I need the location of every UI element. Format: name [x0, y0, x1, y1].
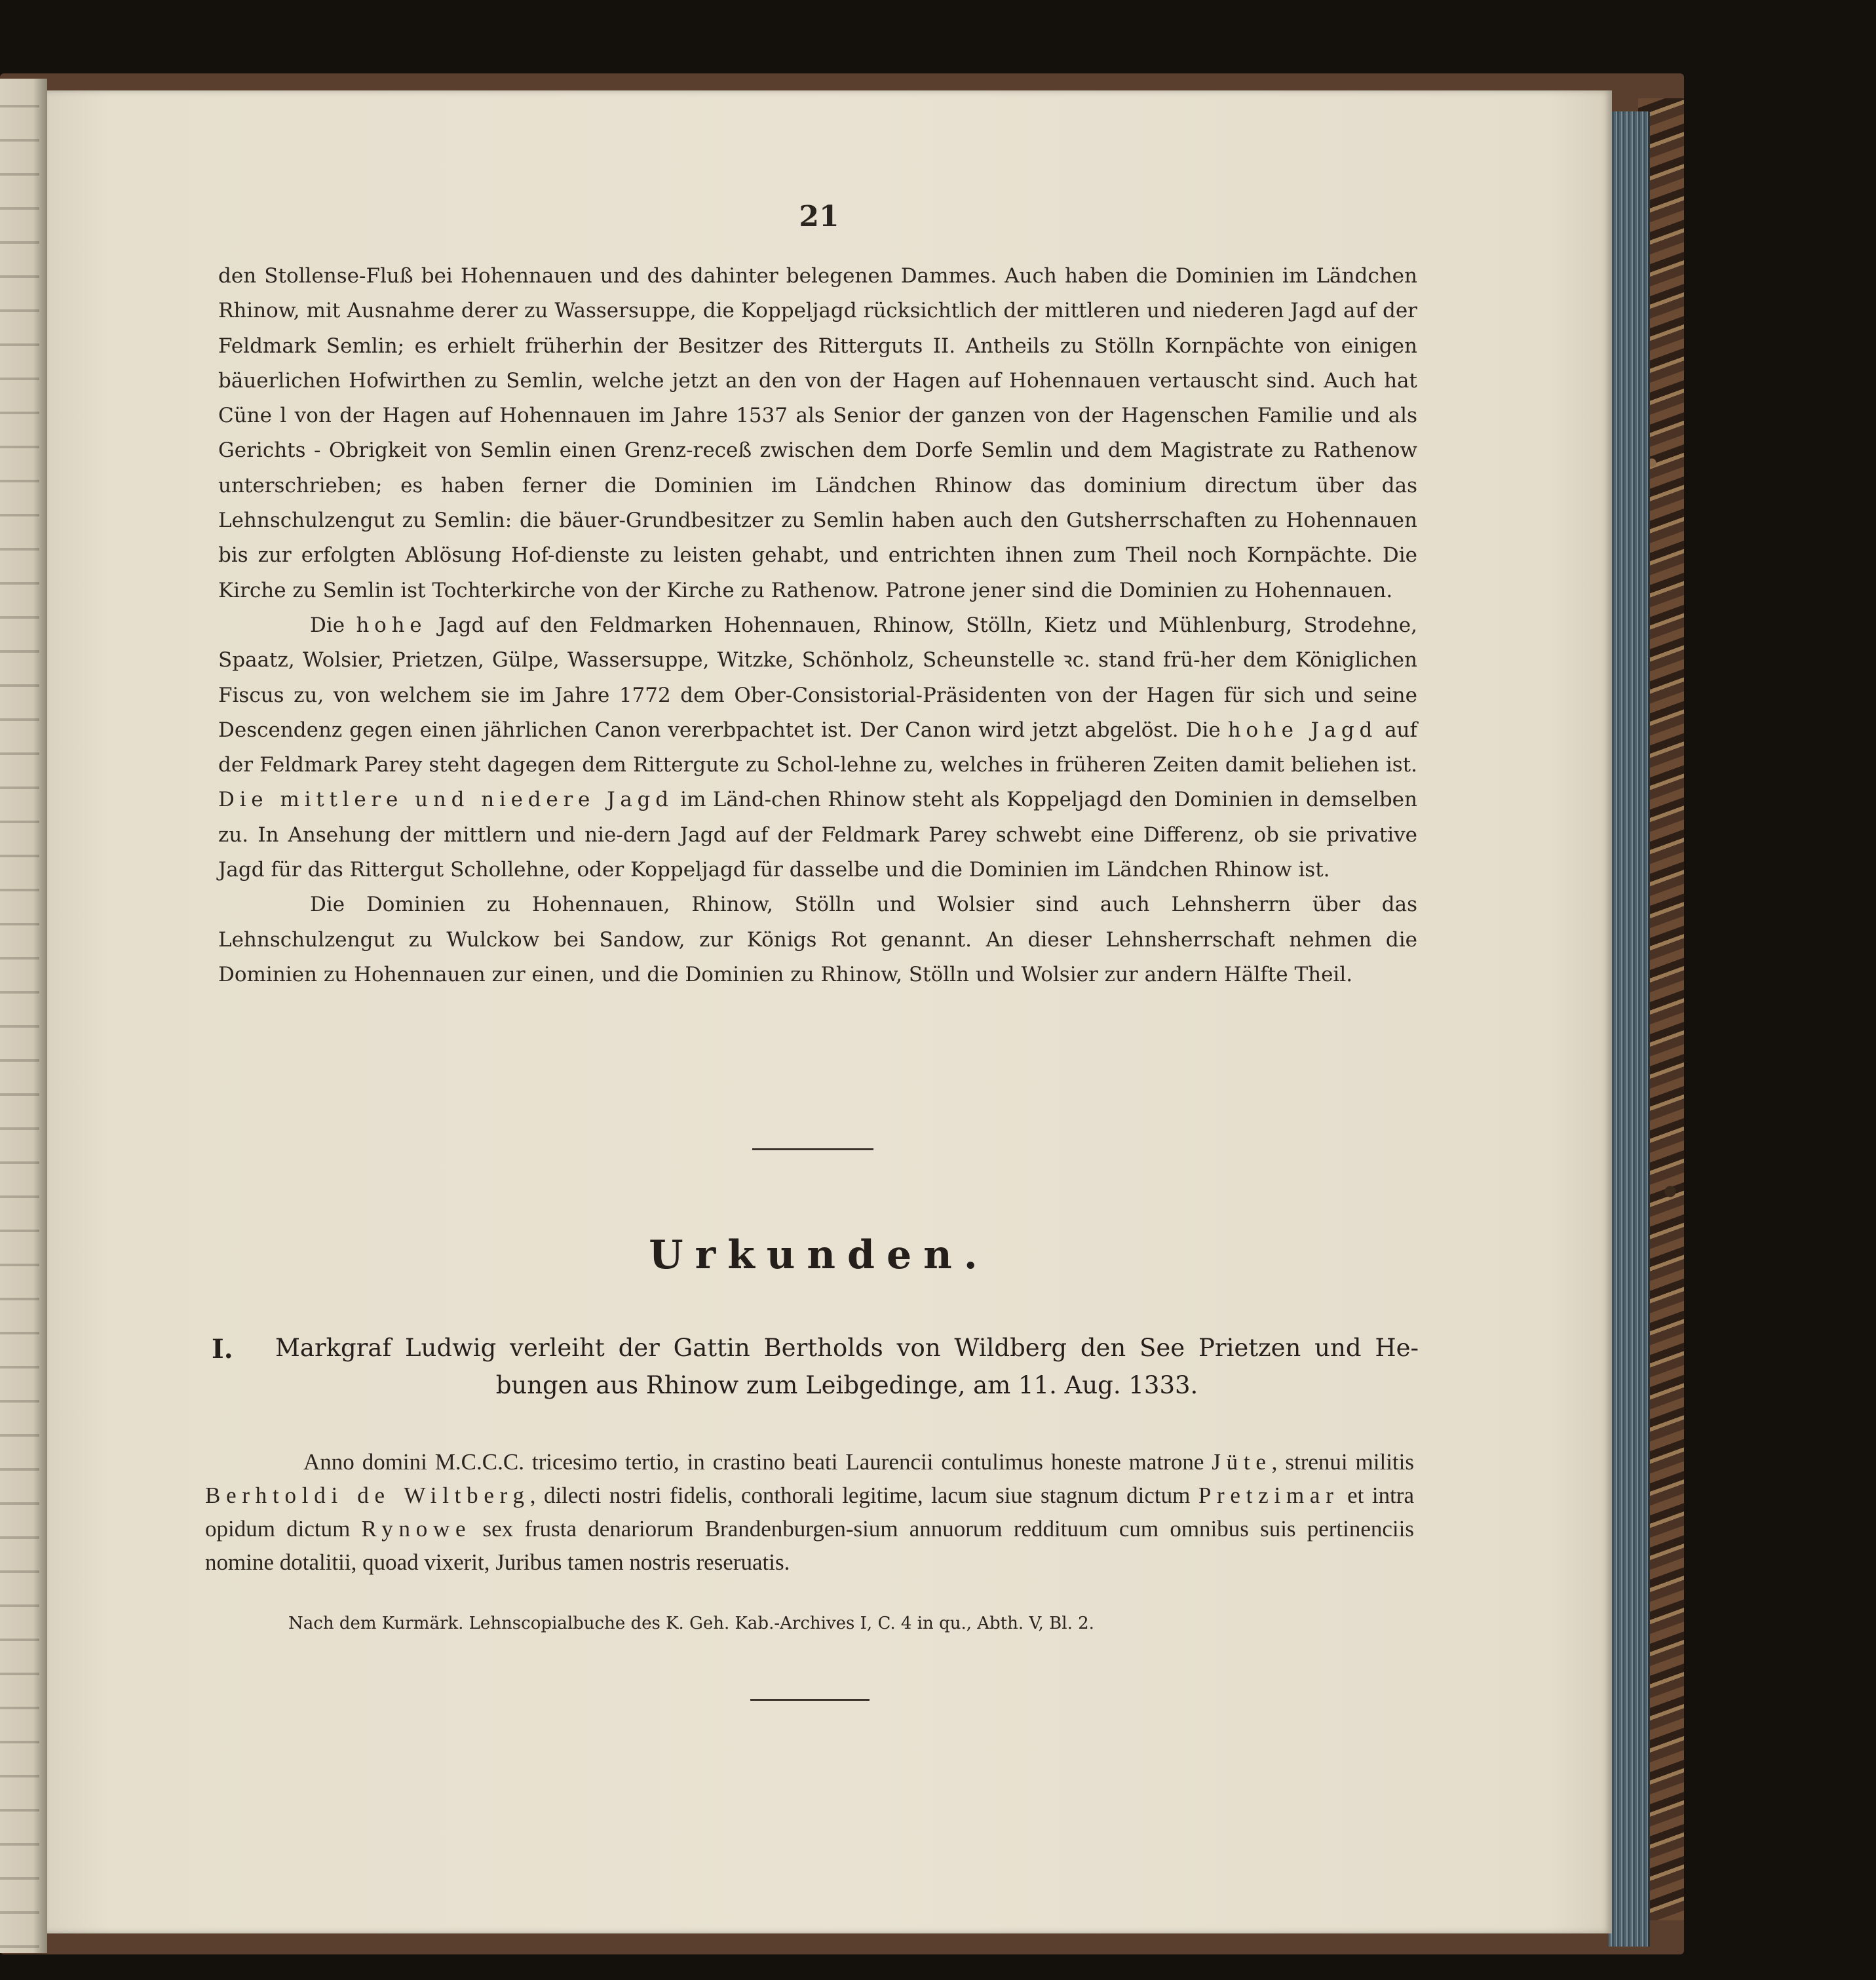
- latin-text-run: , dilecti nostri fidelis, conthorali legitime, lacum siue stagnum dictum: [529, 1483, 1198, 1508]
- source-note: Nach dem Kurmärk. Lehnscopialbuche des K. Geh. Kab.-Archives I, C. 4 in qu., Abth. V, Bl. 2.: [288, 1614, 1094, 1633]
- paragraph-2-text: Die: [310, 613, 356, 637]
- emphasis-text: Jüte: [1212, 1449, 1272, 1475]
- document-title: Markgraf Ludwig verleiht der Gattin Bertholds von Wildberg den See Prietzen und He-bungen aus Rhinow zum Leibgedinge, am 11. Aug. 1333.: [275, 1334, 1419, 1399]
- body-text: [218, 259, 1417, 992]
- document-number: I.: [212, 1334, 233, 1365]
- emphasis-text: Die mittlere und niedere Jagd: [218, 788, 674, 812]
- paragraph-2-text: auf der Feldmark Parey steht dagegen dem Rittergute zu Schol-lehne zu, welches in früheren Zeiten damit beliehen ist.: [218, 718, 1417, 777]
- paragraph-2: [218, 608, 1417, 887]
- page-number: 21: [799, 200, 839, 233]
- emphasis-text: hohe: [356, 613, 427, 637]
- paragraph-1: den Stollense-Fluß bei Hohennauen und des dahinter belegenen Dammes. Auch haben die Dominien im Ländchen Rhinow, mit Ausnahme derer zu Wassersuppe, die Koppeljagd rücksichtlich der mittleren und niederen Jagd auf der Feldmark Semlin; es erhielt früherhin der Besitzer des Ritterguts II. Antheils zu Stölln Kornpächte von einigen bäuerlichen Hofwirthen zu Semlin, welche jetzt an den von der Hagen auf Hohennauen vertauscht sind. Auch hat Cüne l von der Hagen auf Hohennauen im Jahre 1537 als Senior der ganzen von der Hagenschen Familie und als Gerichts - Obrigkeit von Semlin einen Grenz-receß zwischen dem Dorfe Semlin und dem Magistrate zu Rathenow unterschrieben; es haben ferner die Dominien im Ländchen Rhinow das dominium directum über das Lehnschulzengut zu Semlin: die bäuer-Grundbesitzer zu Semlin haben auch den Gutsherrschaften zu Hohennauen bis zur erfolgten Ablösung Hof-dienste zu leisten gehabt, und entrichten ihnen zum Theil noch Kornpächte. Die Kirche zu Semlin ist Tochterkirche von der Kirche zu Rathenow. Patrone jener sind die Dominien zu Hohennauen.: [218, 264, 1417, 602]
- paragraph-3: Die Dominien zu Hohennauen, Rhinow, Stölln und Wolsier sind auch Lehnsherrn über das Lehnschulzengut zu Wulckow bei Sandow, zur Königs Rot genannt. An dieser Lehnsherrschaft nehmen die Dominien zu Hohennauen zur einen, und die Dominien zu Rhinow, Stölln und Wolsier zur andern Hälfte Theil.: [218, 893, 1417, 986]
- page-block-edge: [1609, 111, 1650, 1947]
- latin-text-run: sex frusta denariorum Brandenburgen-sium annuorum reddituum cum omnibus suis pertinenciis nomine dotalitii, quoad vixerit, Juribus tamen nostris reseruatis.: [205, 1516, 1415, 1575]
- emphasis-text: Berhtoldi de Wiltberg: [205, 1483, 530, 1508]
- latin-text-run: et intra opidum dictum: [205, 1483, 1414, 1542]
- latin-text: [205, 1422, 1414, 1602]
- paragraph-2-text: Jagd auf den Feldmarken Hohennauen, Rhinow, Stölln, Kietz und Mühlenburg, Strodehne, Spaatz, Wolsier, Prietzen, Gülpe, Wassersuppe, Witzke, Schönholz, Scheunstelle ꝛc. stand frü-her dem Königlichen Fiscus zu, von welchem sie im Jahre 1772 dem Ober-Consistorial-Präsidenten von der Hagen für sich und seine Descendenz gegen einen jährlichen Canon vererbpachtet ist. Der Canon wird jetzt abgelöst. Die: [218, 613, 1418, 742]
- left-facing-page: [0, 79, 47, 1953]
- section-heading: Urkunden.: [649, 1232, 989, 1278]
- closing-divider: [750, 1699, 870, 1701]
- emphasis-text: Pretzimar: [1198, 1483, 1339, 1508]
- latin-text-run: Anno domini M.C.C.C. tricesimo tertio, in crastino beati Laurencii contulimus honeste matrone: [303, 1449, 1212, 1475]
- latin-paragraph: [205, 1445, 1414, 1579]
- emphasis-text: hohe Jagd: [1227, 718, 1378, 742]
- section-divider: [752, 1148, 873, 1150]
- left-page-text-fragment: [0, 79, 39, 1953]
- latin-text-run: , strenui militis: [1271, 1449, 1414, 1475]
- emphasis-text: Rynowe: [361, 1516, 472, 1542]
- paragraph-2-text: im Länd-chen Rhinow steht als Koppeljagd den Dominien in demselben zu. In Ansehung der mittlern und nie-dern Jagd auf der Feldmark Parey schwebt eine Differenz, ob sie privative Jagd für das Rittergut Schollehne, oder Koppeljagd für dasselbe und die Dominien im Ländchen Rhinow ist.: [218, 788, 1417, 882]
